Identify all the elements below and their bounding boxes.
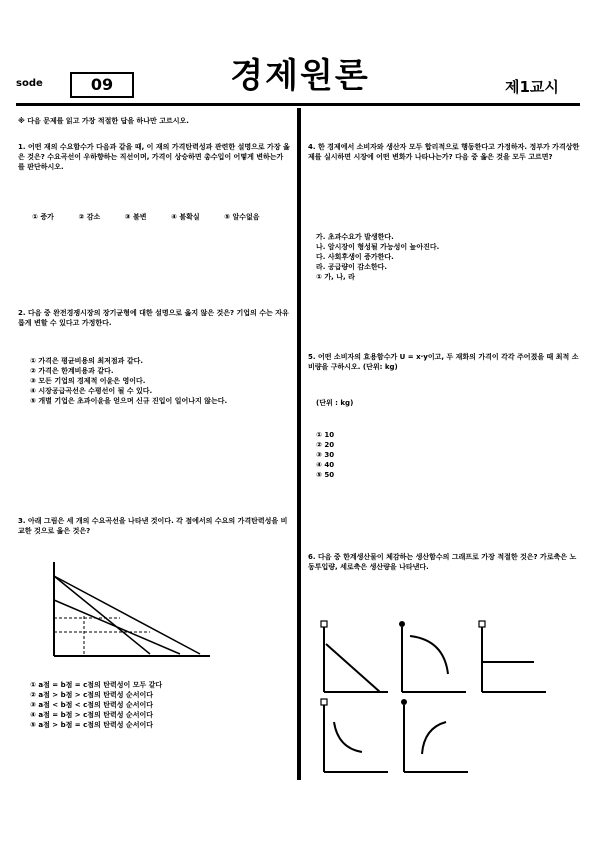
question-3-text: 3. 아래 그림은 세 개의 수요곡선을 나타낸 것이다. 각 점에서의 수요의 가격탄력성을 비교한 것으로 옳은 것은?: [18, 517, 288, 535]
option[interactable]: ① a점 = b점 = c점의 탄력성이 모두 같다: [30, 681, 163, 689]
option: 라. 공급량이 감소한다.: [316, 263, 388, 271]
graph-option-4[interactable]: [318, 696, 390, 776]
graph-option-3[interactable]: [476, 618, 548, 696]
option[interactable]: ⑤ a점 > b점 = c점의 탄력성 순서이다: [30, 721, 153, 729]
question-5-text: 5. 어떤 소비자의 효용함수가 U = x·y이고, 두 재화의 가격이 각각 주어졌을 때 최적 소비량을 구하시오. (단위: kg): [308, 353, 579, 371]
question-6-text: 6. 다음 중 한계생산물이 체감하는 생산함수의 그래프로 가장 적절한 것은? 가로축은 노동투입량, 세로축은 생산량을 나타낸다.: [308, 553, 577, 571]
instructions: ※ 다음 문제를 읽고 가장 적절한 답을 하나만 고르시오.: [18, 117, 189, 125]
option[interactable]: ② 20: [316, 441, 335, 449]
option[interactable]: ② a점 > b점 > c점의 탄력성 순서이다: [30, 691, 153, 699]
header-left-label: sode: [16, 78, 43, 89]
demand-curves-figure: [40, 556, 220, 666]
demand-curve-2: [54, 576, 150, 654]
graph-option-2[interactable]: [396, 618, 468, 696]
option[interactable]: ⑤ 50: [316, 471, 335, 479]
option[interactable]: ① 10: [316, 431, 335, 439]
option[interactable]: ⑤ 개별 기업은 초과이윤을 얻으며 신규 진입이 일어나지 않는다.: [30, 397, 228, 405]
graph-option-1[interactable]: [318, 618, 390, 696]
option[interactable]: ① 증가: [32, 213, 54, 221]
subject-code-box: 09: [70, 72, 134, 98]
option[interactable]: ④ 불확실: [170, 213, 200, 221]
option[interactable]: ② 가격은 한계비용과 같다.: [30, 367, 114, 375]
option[interactable]: ④ 시장공급곡선은 수평선이 될 수 있다.: [30, 387, 153, 395]
question-5-options: [316, 430, 516, 480]
question-1-text: 1. 어떤 재의 수요함수가 다음과 같을 때, 이 재의 가격탄력성과 관련한 설명으로 가장 옳은 것은? 수요곡선이 우하향하는 직선이며, 가격이 상승하면 총수입이 어떻게 변하는가를 판단하시오.: [18, 143, 290, 171]
demand-curve-3: [54, 600, 180, 654]
option: 다. 사회후생이 증가한다.: [316, 253, 394, 261]
option[interactable]: ③ 불변: [124, 213, 147, 221]
option[interactable]: ③ 30: [316, 451, 335, 459]
graph-option-5[interactable]: [396, 696, 472, 776]
option[interactable]: ④ a점 = b점 > c점의 탄력성 순서이다: [30, 711, 153, 719]
option[interactable]: ③ a점 < b점 < c점의 탄력성 순서이다: [30, 701, 153, 709]
question-1-options: [32, 212, 292, 222]
demand-curve-1: [54, 576, 200, 654]
option[interactable]: ① 가, 나, 라: [316, 273, 355, 281]
option[interactable]: ① 가격은 평균비용의 최저점과 같다.: [30, 357, 144, 365]
option[interactable]: ② 감소: [78, 213, 101, 221]
question-2-text: 2. 다음 중 완전경쟁시장의 장기균형에 대한 설명으로 옳지 않은 것은? 기업의 수는 자유롭게 변할 수 있다고 가정한다.: [18, 309, 289, 327]
question-5-unit: (단위 : kg): [316, 399, 354, 407]
question-2-options: [30, 356, 292, 406]
option[interactable]: ③ 모든 기업의 경제적 이윤은 영이다.: [30, 377, 146, 385]
question-4-options: [316, 232, 578, 282]
option[interactable]: ⑤ 알수없음: [224, 213, 260, 221]
header-divider: [16, 103, 580, 106]
question-4-text: 4. 한 경제에서 소비자와 생산자 모두 합리적으로 행동한다고 가정하자. 정부가 가격상한제를 실시하면 시장에 어떤 변화가 나타나는가? 다음 중 옳은 것을 모두 고르면?: [308, 143, 580, 161]
option[interactable]: ④ 40: [316, 461, 335, 469]
question-3-options: [30, 680, 292, 730]
exam-period: 제1교시: [505, 78, 559, 96]
column-divider: [297, 108, 301, 780]
page-title: 경제원론: [230, 56, 370, 96]
option: 가. 초과수요가 발생한다.: [316, 233, 394, 241]
option: 나. 암시장이 형성될 가능성이 높아진다.: [316, 243, 440, 251]
